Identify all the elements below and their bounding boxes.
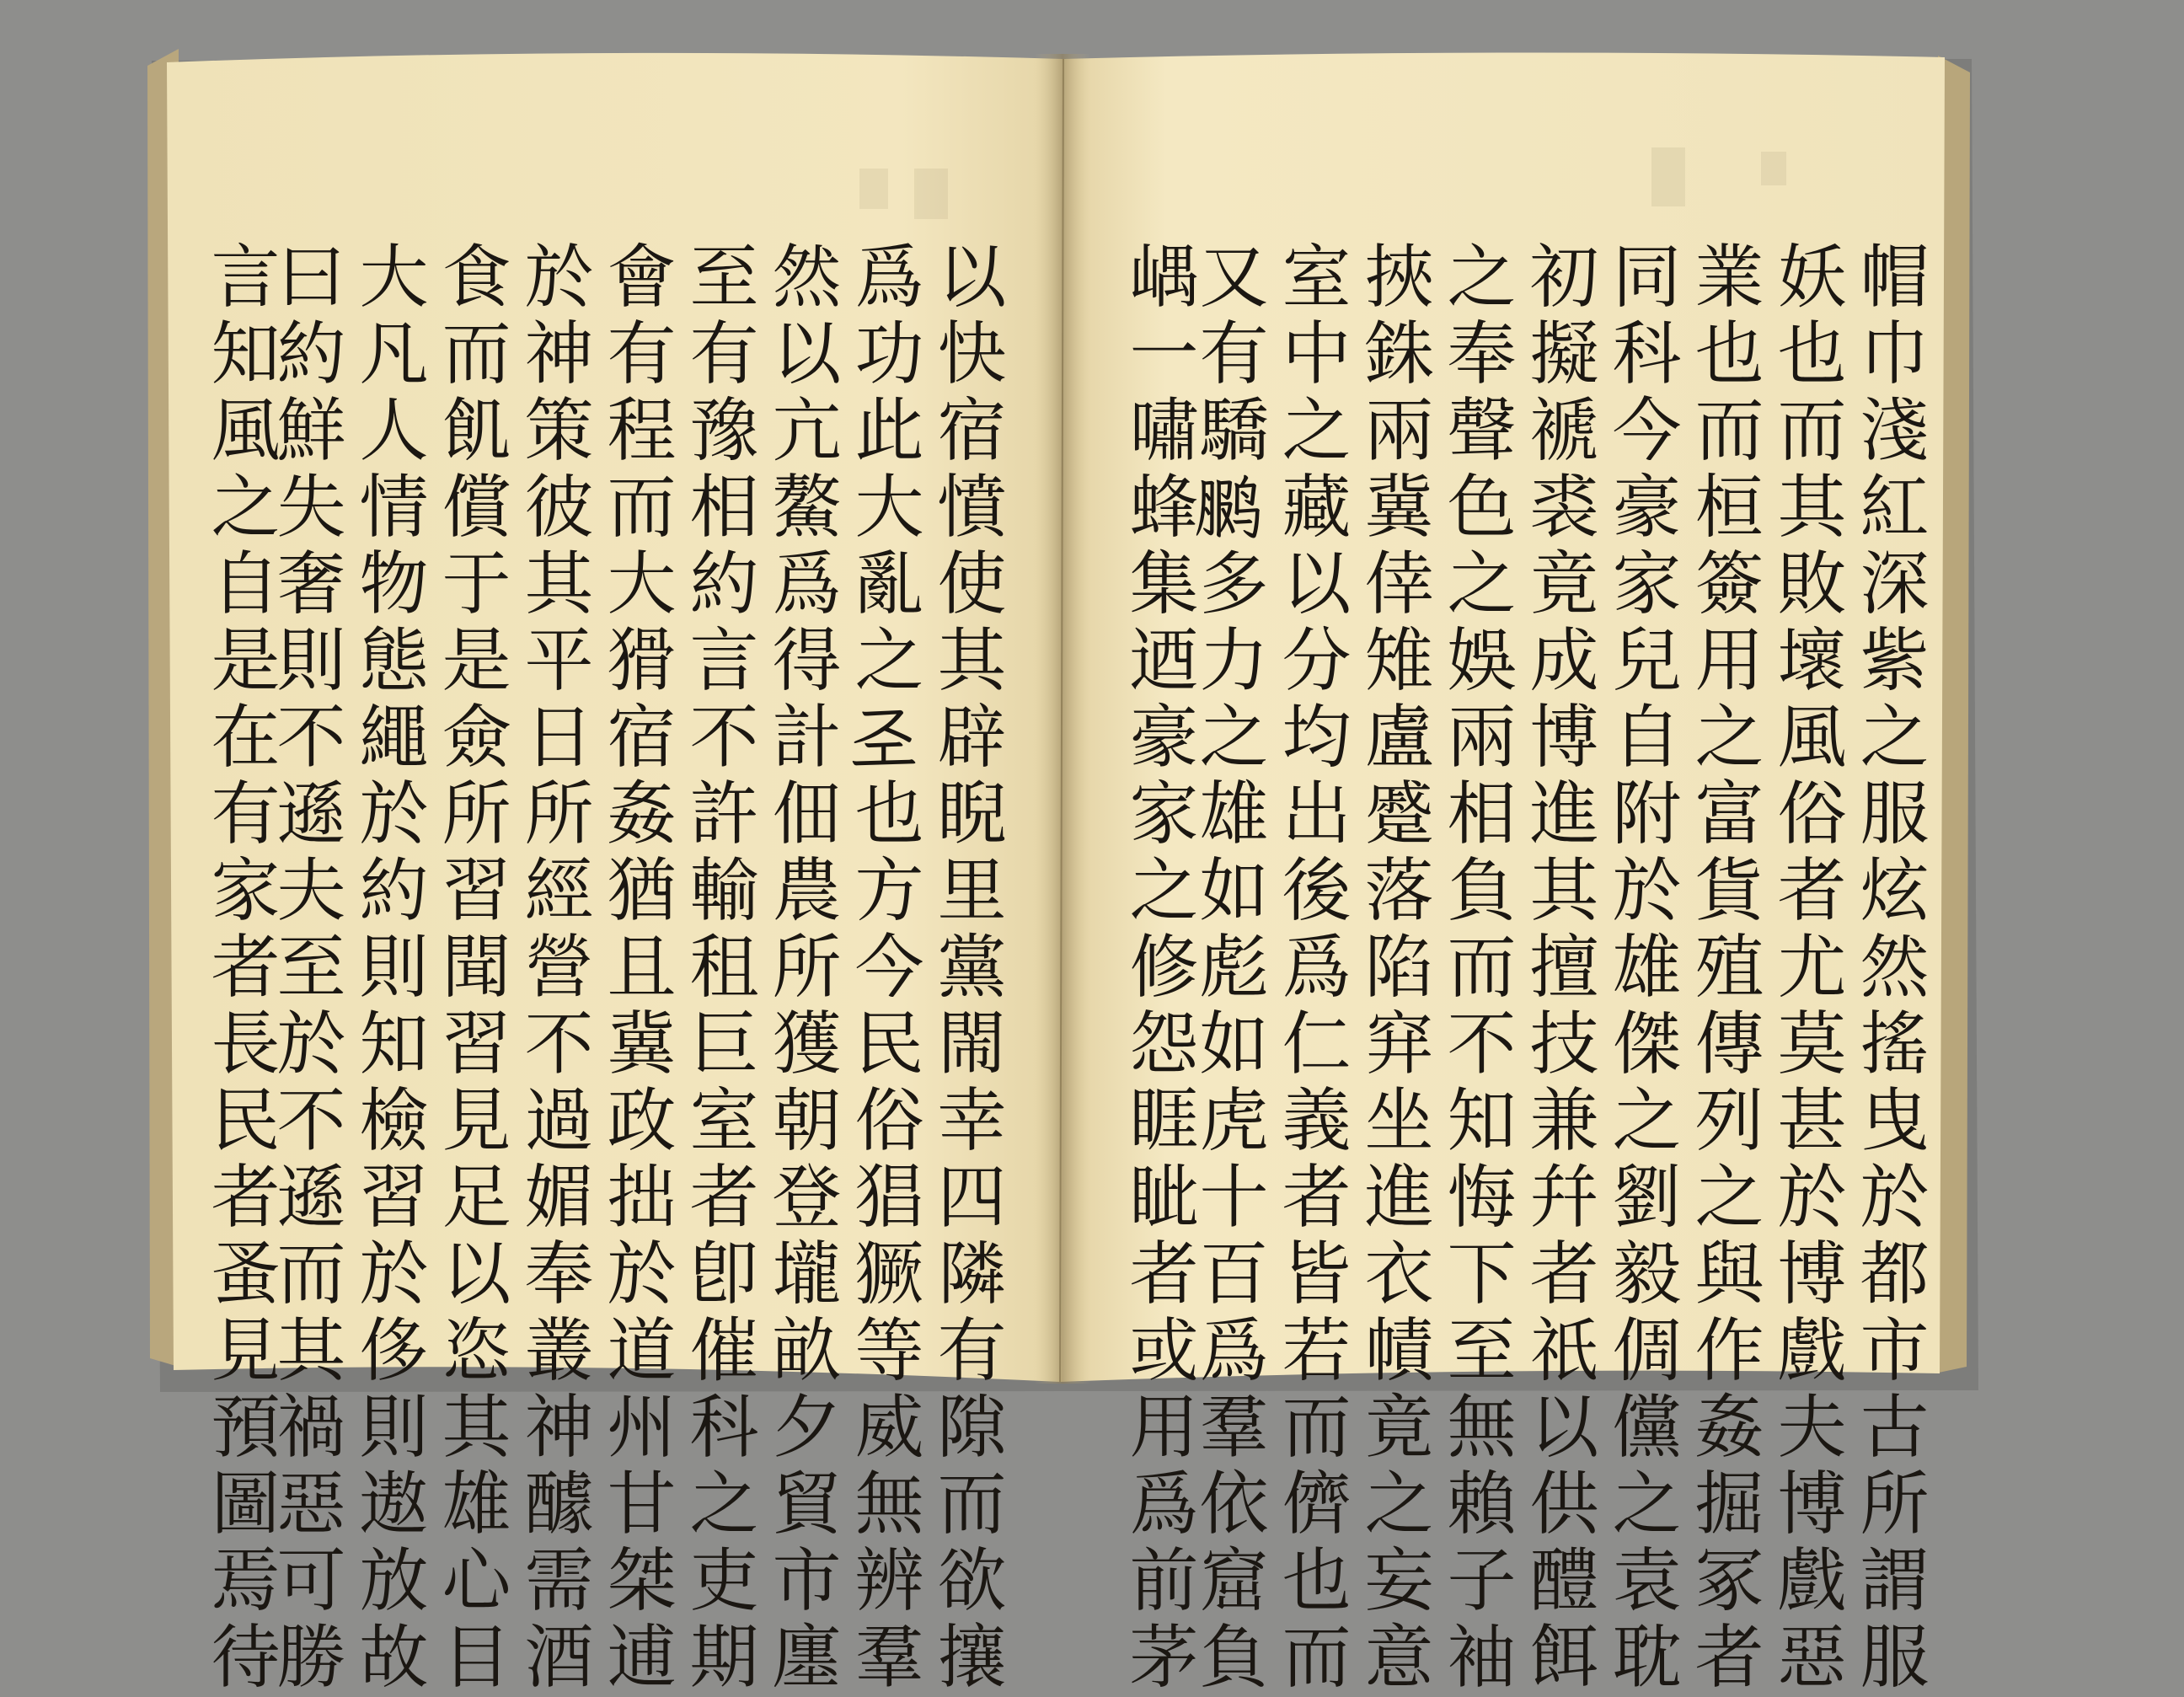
right-column-4: 同科今豪家兒自附於雄傑之劉毅倜儻之袁耽 bbox=[1601, 240, 1681, 1697]
right-column-5: 初擬褫裘竟成博進其擅技兼幷者祇以供醴餌 bbox=[1518, 240, 1598, 1697]
left-column-5: 會有程而大猾宿姦猶且冀政拙於道州甘桀逋 bbox=[596, 240, 676, 1697]
left-column-8: 大凡人情物態繩於約則知檢習於侈則遨放故 bbox=[348, 240, 428, 1697]
right-column-6: 之奉聲色之娛兩相負而不知悔下至無賴子袖 bbox=[1436, 240, 1516, 1697]
right-column-3: 業也而桓簽用之富貨殖傳列之與作姦掘冢者 bbox=[1684, 240, 1764, 1697]
left-column-4: 至有豫相約言不許輸租巨室者卽催科之吏期 bbox=[678, 240, 758, 1697]
left-column-9: 曰約鮮失奢則不遜夫至於不遜而其禍惡可勝 bbox=[265, 240, 345, 1697]
left-column-7: 食而飢償于是僉所習聞習見足以恣其雄心目 bbox=[431, 240, 511, 1697]
right-column-8: 室中之藏以分均出後爲仁義者皆若而儕也而 bbox=[1271, 240, 1351, 1697]
right-column-7: 挾銖兩冀倖雉盧蹙落陷穽坐進衣幘竟之妄意 bbox=[1353, 240, 1433, 1697]
left-column-10: 言知風之自是在有家者長民者蚤見預圖焉待 bbox=[200, 240, 280, 1697]
right-column-1: 帽巾淺紅深紫之服炫然搖曳於都市古所謂服 bbox=[1849, 240, 1929, 1697]
right-column-10: 嵎一嘯蜂集迺豪家之修怨睚眦者或用爲前茅 bbox=[1118, 240, 1198, 1697]
left-column-1: 以快宿憤使其辟睨里黨閙幸四隣有隙而欲攘 bbox=[926, 240, 1006, 1697]
right-column-9: 又有驕𫛳多力之雄如彪如虎十百爲羣依窟負 bbox=[1188, 240, 1268, 1697]
left-column-3: 然以亢鰲爲得計佃農所獲朝登壠畝夕貿市廛 bbox=[761, 240, 841, 1697]
right-column-2: 妖也而其敗壞風俗者尤莫甚於博戲夫博戲惡 bbox=[1766, 240, 1846, 1697]
left-column-6: 於神策彼其平日所經營不過媚奉叢神醵需酒 bbox=[513, 240, 593, 1697]
left-column-2: 爲功此大亂之𢀖也方今民俗猖獗等威無辨羣 bbox=[843, 240, 923, 1697]
